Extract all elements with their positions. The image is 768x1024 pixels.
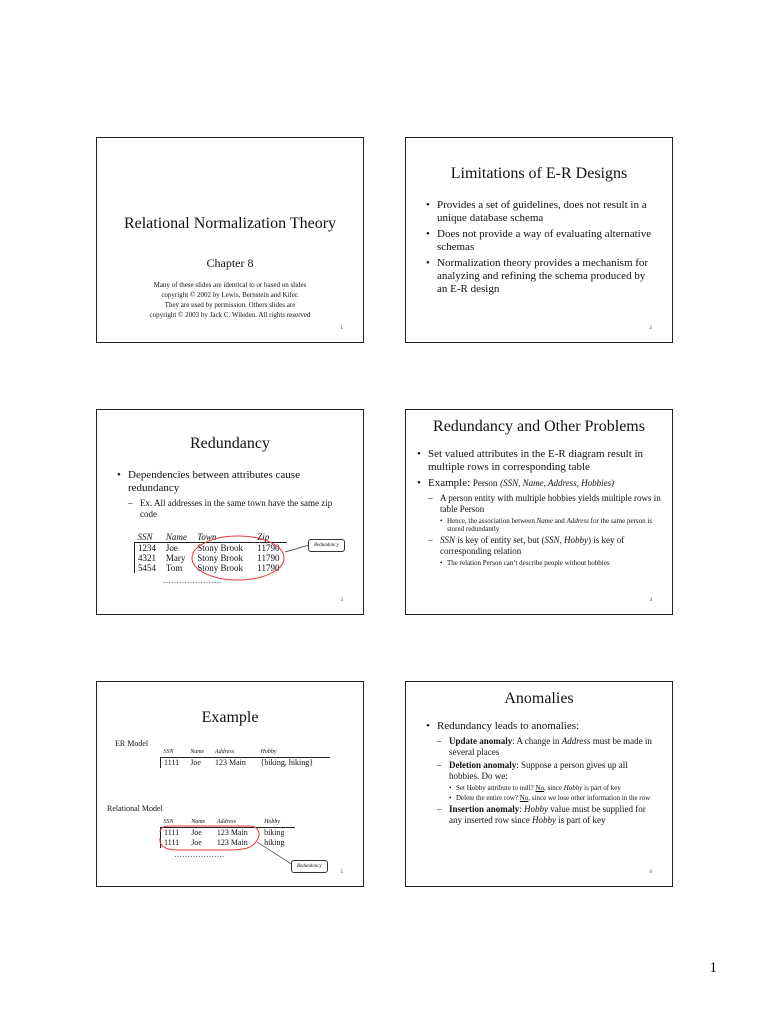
bullet-text: Delete the entire row? <box>456 794 520 802</box>
table-cell: Joe <box>191 838 202 847</box>
sub-bullet-item: – A person entity with multiple hobbies yields multiple rows in table Person <box>428 493 665 515</box>
bullet-text: Set valued attributes in the E-R diagram result in multiple rows in corresponding table <box>428 448 644 473</box>
page-number: 1 <box>709 960 717 976</box>
table-cell: Mary <box>165 553 186 563</box>
sub-bullet-item: – Ex. All addresses in the same town have the same zip code <box>128 498 347 520</box>
table-cell: Stony Brook <box>197 563 243 573</box>
redundancy-callout: Redundancy <box>291 860 328 873</box>
table-cell: 1234 <box>135 543 163 554</box>
slide-3 <box>96 409 364 615</box>
bullet-text: Hence, the association between <box>447 517 537 525</box>
table-cell: Tom <box>165 563 183 573</box>
slide-title: Relational Normalization Theory <box>123 215 337 232</box>
table-header: Name <box>188 818 214 828</box>
slide-title: Redundancy <box>190 435 270 452</box>
bullet-text: value must be supplied for any inserted row since <box>449 804 646 825</box>
table-cell: 1111 <box>161 838 189 848</box>
bullet-text: : A change in <box>512 736 562 746</box>
bullet-text: Address <box>566 517 589 525</box>
sub-bullet-item <box>428 535 665 557</box>
table-header: Name <box>187 748 212 758</box>
slide-title: Redundancy and Other Problems <box>433 418 645 435</box>
bullet-text: Name <box>536 517 553 525</box>
bullet-item: • Provides a set of guidelines, does not result in a unique database schema <box>426 199 654 225</box>
bullet-text: must be made in several places <box>449 736 652 757</box>
bullet-text: SSN, Hobby <box>544 535 589 545</box>
bullet-text: Set Hobby attribute to null? <box>456 784 536 792</box>
bullet-text: : Suppose a person gives up all hobbies. Do we: <box>449 760 628 781</box>
table-cell: 4321 <box>135 553 163 563</box>
table-cell: 11790 <box>257 553 280 563</box>
bullet-text: No <box>519 794 529 802</box>
slide-number: 1 <box>340 326 343 331</box>
bullet-item: • Normalization theory provides a mechanism for analyzing and refining the schema produced by an E-R design <box>426 257 654 296</box>
credits <box>97 280 363 320</box>
sub-bullet-item <box>437 804 656 826</box>
bullet-text: Hobby <box>531 815 556 825</box>
table-header: Hobby <box>258 748 330 758</box>
bullet-text: Insertion anomaly <box>449 804 520 814</box>
slide-title: Example <box>201 709 259 726</box>
sub-bullet-item <box>437 736 656 758</box>
bullet-list <box>426 199 654 299</box>
bullet-list <box>426 720 656 828</box>
table-header: SSN <box>135 532 163 543</box>
slide-6 <box>405 681 673 887</box>
credits-line: They are used by permission. Others slides are <box>164 301 296 309</box>
table-cell: 123 Main <box>216 828 248 837</box>
bullet-item: • Dependencies between attributes cause redundancy <box>117 469 347 495</box>
bullet-item <box>417 477 665 490</box>
table-cell: 123 Main <box>216 838 248 847</box>
continuation-dots: …………………. <box>163 576 221 585</box>
table-header: Town <box>194 532 254 543</box>
table-cell: biking <box>264 828 285 837</box>
sub-sub-bullet-item <box>449 784 656 792</box>
bullet-text: Address <box>561 736 591 746</box>
bullet-text: is key of entity set, but ( <box>455 535 545 545</box>
table-cell: Stony Brook <box>197 553 243 563</box>
slide-4 <box>405 409 673 615</box>
bullet-text: is part of key <box>582 784 621 792</box>
table-cell: 5454 <box>135 563 163 573</box>
table-header: Zip <box>254 532 287 543</box>
table-header: Hobby <box>261 818 295 828</box>
sub-sub-bullet-item: • The relation Person can’t describe people without hobbies <box>440 559 665 567</box>
bullet-text: Hobby <box>563 784 583 792</box>
bullet-text: for the same person is stored redundantly <box>447 517 653 533</box>
slide-1 <box>96 137 364 343</box>
slide-2 <box>405 137 673 343</box>
table-cell: Joe <box>190 758 201 767</box>
table-header: SSN <box>161 748 188 758</box>
bullet-list <box>417 448 665 569</box>
redundancy-callout: Redundancy <box>308 539 345 552</box>
bullet-text: : <box>519 804 525 814</box>
bullet-text: , since <box>544 784 564 792</box>
bullet-text: , since we lose other information in the row <box>528 794 651 802</box>
bullet-text: Update anomaly <box>449 736 513 746</box>
table-header: Name <box>163 532 194 543</box>
slide-number: 2 <box>649 326 652 331</box>
relational-model-label: Relational Model <box>107 804 163 813</box>
redundancy-highlight <box>97 410 365 616</box>
bullet-text: Person <box>472 478 498 488</box>
bullet-text: and <box>552 517 567 525</box>
redundancy-highlight <box>97 682 365 888</box>
slide-subtitle: Chapter 8 <box>206 256 254 270</box>
bullet-text: (SSN, Name, Address, Hobbies) <box>500 478 615 488</box>
table-cell: hiking <box>264 838 285 847</box>
bullet-item: • Redundancy leads to anomalies: <box>426 720 656 733</box>
bullet-text: SSN <box>440 535 456 545</box>
slide-title: Anomalies <box>504 690 574 707</box>
slide-number: 4 <box>649 598 652 603</box>
table-cell: 11790 <box>257 543 280 553</box>
credits-line: copyright © 2003 by Jack C. Wileden. All rights reserved <box>149 311 311 319</box>
table-cell: 1111 <box>161 758 188 769</box>
bullet-text: No <box>535 784 545 792</box>
table-cell: Joe <box>191 828 202 837</box>
table-header: Address <box>214 818 261 828</box>
table-cell: 123 Main <box>214 758 246 767</box>
sub-sub-bullet-item <box>440 517 665 533</box>
bullet-item <box>417 448 665 474</box>
slide-number: 3 <box>340 598 343 603</box>
table-cell: 1111 <box>161 828 189 839</box>
credits-line: copyright © 2002 by Lewis, Bernstein and Kifer. <box>161 291 299 299</box>
slide-number: 6 <box>649 870 652 875</box>
table-cell: {biking, hiking} <box>260 758 314 767</box>
bullet-text: Example: <box>428 477 473 489</box>
continuation-dots: ………………. <box>174 850 224 859</box>
table-cell: Joe <box>165 543 178 553</box>
bullet-text: Deletion anomaly <box>449 760 517 770</box>
bullet-item: • Does not provide a way of evaluating alternative schemas <box>426 228 654 254</box>
slide-5 <box>96 681 364 887</box>
sub-sub-bullet-item <box>449 794 656 802</box>
table-cell: 11790 <box>257 563 280 573</box>
bullet-text: Hobby <box>524 804 549 814</box>
slide-number: 5 <box>340 870 343 875</box>
bullet-text: ) is key of corresponding relation <box>440 535 625 556</box>
table-cell: Stony Brook <box>197 543 243 553</box>
credits-line: Many of these slides are identical to or based on slides <box>153 281 307 289</box>
slide-title: Limitations of E-R Designs <box>450 165 628 182</box>
bullet-text: is part of key <box>555 815 606 825</box>
er-model-label: ER Model <box>115 739 149 748</box>
table-header: Address <box>212 748 258 758</box>
sub-bullet-item <box>437 760 656 782</box>
table-header: SSN <box>161 818 189 828</box>
